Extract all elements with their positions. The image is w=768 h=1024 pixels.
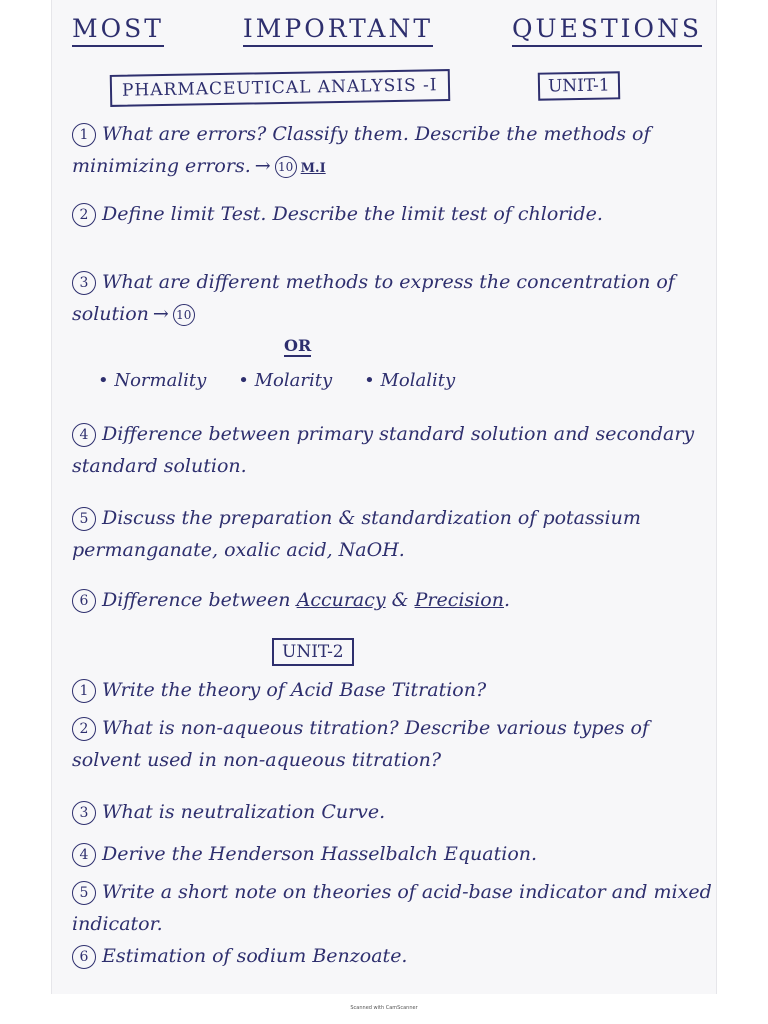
term-precision: Precision: [414, 589, 504, 611]
title-word-2: IMPORTANT: [243, 14, 433, 47]
question-text: Estimation of sodium Benzoate.: [102, 945, 408, 967]
question-text: Difference between primary standard solution and secondary standard solution.: [72, 423, 695, 477]
question-number: 3: [72, 271, 96, 295]
scanner-watermark: Scanned with CamScanner: [350, 1005, 418, 1011]
question-number: 6: [72, 945, 96, 969]
question-text: What are errors? Classify them. Describe the methods of minimizing errors.: [72, 123, 651, 177]
question-text: Derive the Henderson Hasselbalch Equation.: [102, 843, 538, 865]
question-tag: M.I: [300, 161, 326, 176]
title-word-1: MOST: [72, 14, 164, 47]
ampersand: &: [391, 589, 409, 611]
question-text: What is neutralization Curve.: [102, 801, 386, 823]
unit1-question-6: [72, 584, 712, 616]
or-divider: OR: [284, 336, 312, 355]
question-number: 2: [72, 203, 96, 227]
question-text: What is non-aqueous titration? Describe various types of solvent used in non-aqueous titration?: [72, 717, 649, 771]
unit1-question-5: [72, 502, 712, 566]
question-number: 2: [72, 717, 96, 741]
unit1-question-3: [72, 266, 712, 330]
question-number: 5: [72, 507, 96, 531]
question-number: 4: [72, 423, 96, 447]
list-item-label: Molality: [380, 370, 456, 391]
question-number: 6: [72, 589, 96, 613]
question-number: 5: [72, 881, 96, 905]
marks-badge: 10: [173, 304, 195, 326]
unit1-question-2: [72, 198, 712, 230]
list-item-label: Normality: [114, 370, 207, 391]
unit-1-label: UNIT-1: [538, 71, 620, 100]
unit2-question-3: [72, 796, 712, 828]
list-item: • Normality: [98, 370, 207, 391]
term-accuracy: Accuracy: [296, 589, 386, 611]
question-text: Difference between: [102, 589, 291, 611]
question-text: What are different methods to express the concentration of solution: [72, 271, 675, 325]
question-number: 4: [72, 843, 96, 867]
arrow-icon: →: [152, 303, 169, 325]
list-item-label: Molarity: [254, 370, 333, 391]
list-item: • Molality: [364, 370, 456, 391]
unit2-question-2: [72, 712, 712, 776]
unit-2-label: UNIT-2: [272, 638, 354, 666]
title-word-3: QUESTIONS: [512, 14, 702, 47]
arrow-icon: →: [254, 155, 271, 177]
period: .: [503, 589, 511, 611]
question-text: Write the theory of Acid Base Titration?: [102, 679, 487, 701]
question-number: 1: [72, 123, 96, 147]
unit2-question-5: [72, 876, 712, 940]
question-text: Discuss the preparation & standardization of potassium permanganate, oxalic acid, NaOH.: [72, 507, 641, 561]
question-text: Write a short note on theories of acid-base indicator and mixed indicator.: [72, 881, 712, 935]
concentration-list: [98, 370, 455, 391]
notebook-page: [52, 0, 716, 994]
unit2-question-4: [72, 838, 712, 870]
question-text: Define limit Test. Describe the limit test of chloride.: [102, 203, 603, 225]
unit1-question-4: [72, 418, 712, 482]
unit2-question-1: [72, 674, 712, 706]
question-number: 3: [72, 801, 96, 825]
list-item: • Molarity: [238, 370, 333, 391]
marks-badge: 10: [275, 156, 297, 178]
unit2-question-6: [72, 940, 712, 972]
page-title: [72, 14, 702, 47]
unit1-question-1: [72, 118, 712, 185]
question-number: 1: [72, 679, 96, 703]
subject-heading: PHARMACEUTICAL ANALYSIS -I: [110, 69, 450, 107]
